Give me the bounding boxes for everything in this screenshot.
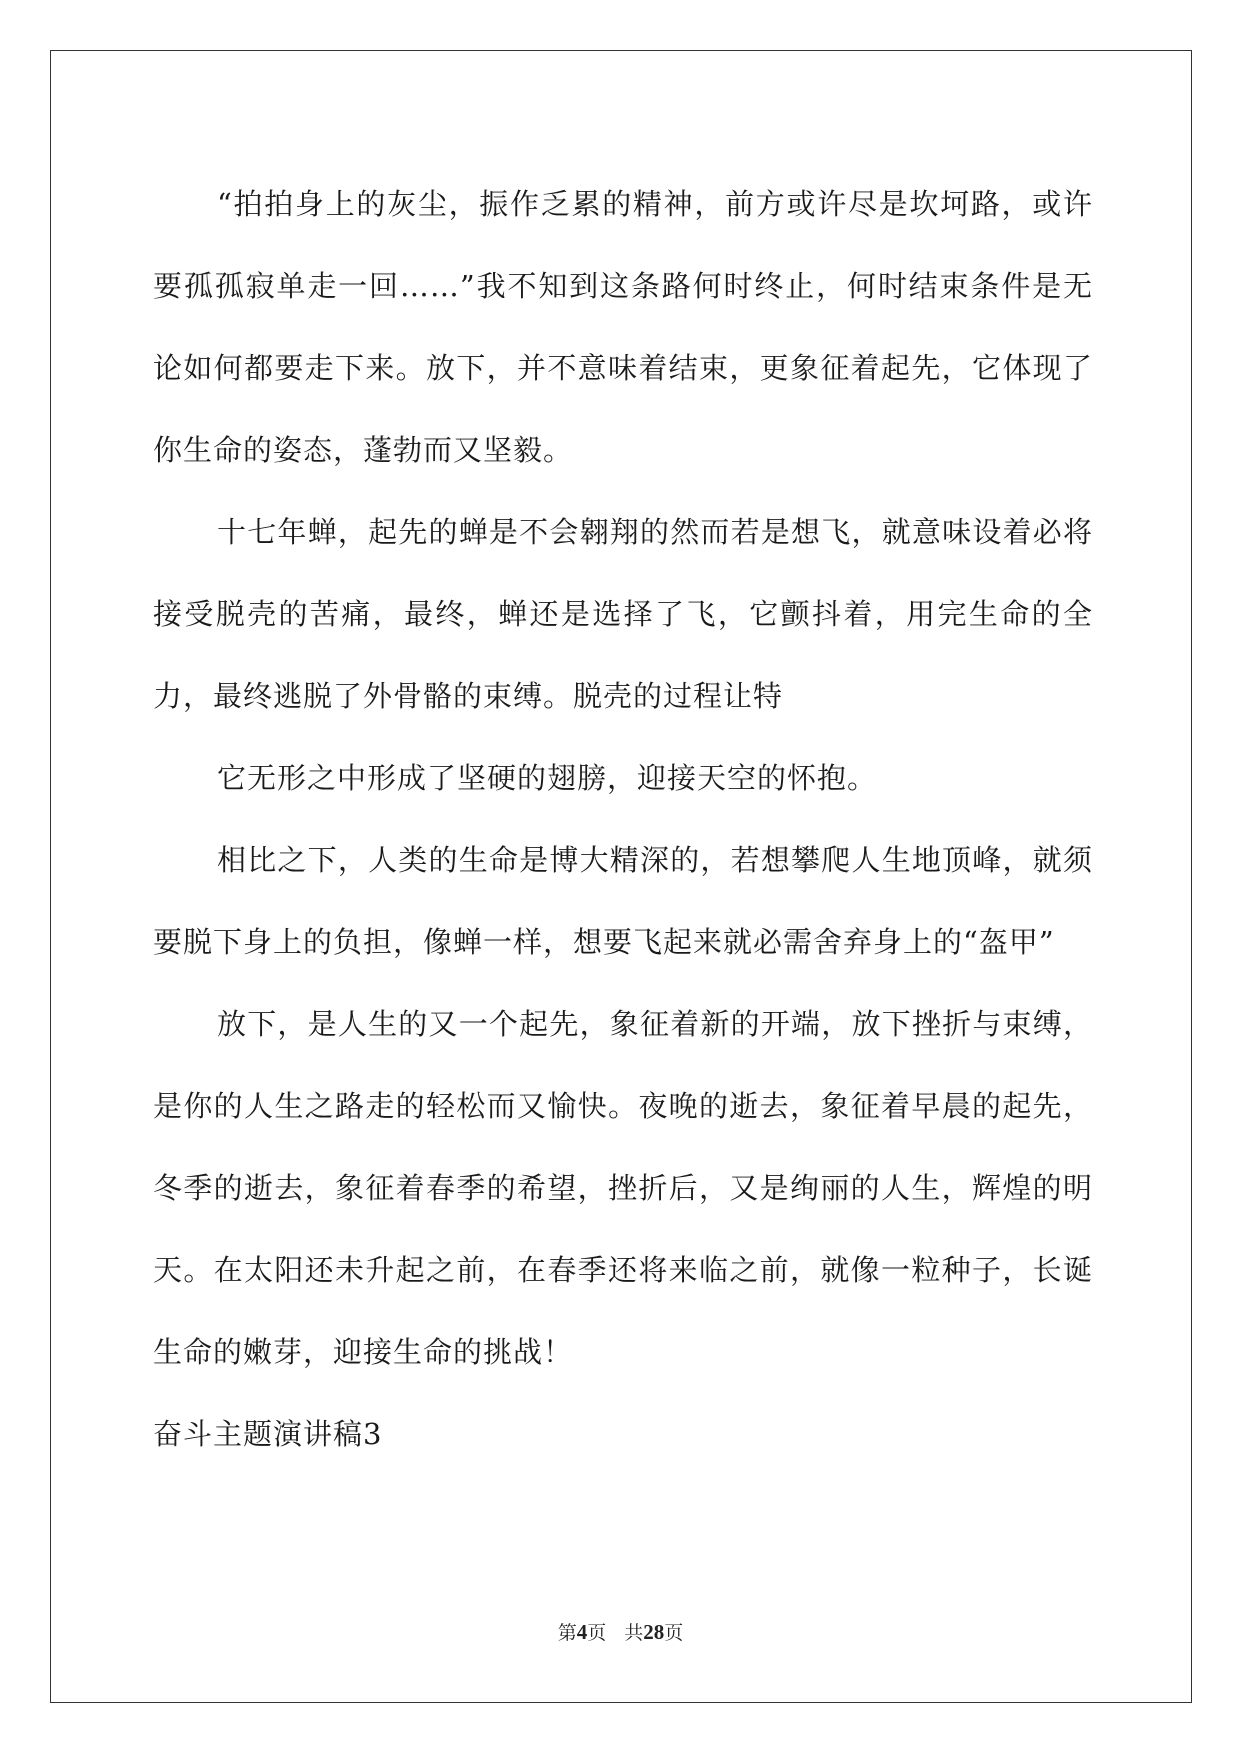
page-number: 4: [576, 1620, 588, 1644]
paragraph-1: “拍拍身上的灰尘，振作乏累的精神，前方或许尽是坎坷路，或许要孤孤寂单走一回……”我不知到这条路何时终止，何时结束条件是无论如何都要走下来。放下，并不意味着结束，更象征着起先，它体现了你生命的姿态，蓬勃而又坚毅。: [153, 187, 1093, 467]
page-footer: [0, 1618, 1241, 1645]
paragraph-3: 它无形之中形成了坚硬的翅膀，迎接天空的怀抱。: [217, 761, 878, 795]
page-suffix: 页: [587, 1622, 607, 1644]
document-body: [153, 163, 1093, 1475]
paragraph-5: 放下，是人生的又一个起先，象征着新的开端，放下挫折与束缚，是你的人生之路走的轻松而又愉快。夜晚的逝去，象征着早晨的起先，冬季的逝去，象征着春季的希望，挫折后，又是绚丽的人生，辉煌的明天。在太阳还未升起之前，在春季还将来临之前，就像一粒种子，长诞生命的嫩芽，迎接生命的挑战！: [153, 1007, 1093, 1369]
total-suffix: 页: [664, 1622, 684, 1644]
paragraph-2: 十七年蝉，起先的蝉是不会翱翔的然而若是想飞，就意味设着必将接受脱壳的苦痛，最终，蝉还是选择了飞，它颤抖着，用完生命的全力，最终逃脱了外骨骼的束缚。脱壳的过程让特: [153, 515, 1093, 713]
total-pages: 28: [643, 1620, 665, 1644]
section-heading: 奋斗主题演讲稿3: [153, 1417, 383, 1451]
total-prefix: 共: [624, 1622, 644, 1644]
paragraph-4: 相比之下，人类的生命是博大精深的，若想攀爬人生地顶峰，就须要脱下身上的负担，像蝉一样，想要飞起来就必需舍弃身上的“盔甲”: [153, 843, 1093, 959]
page-prefix: 第: [557, 1622, 577, 1644]
